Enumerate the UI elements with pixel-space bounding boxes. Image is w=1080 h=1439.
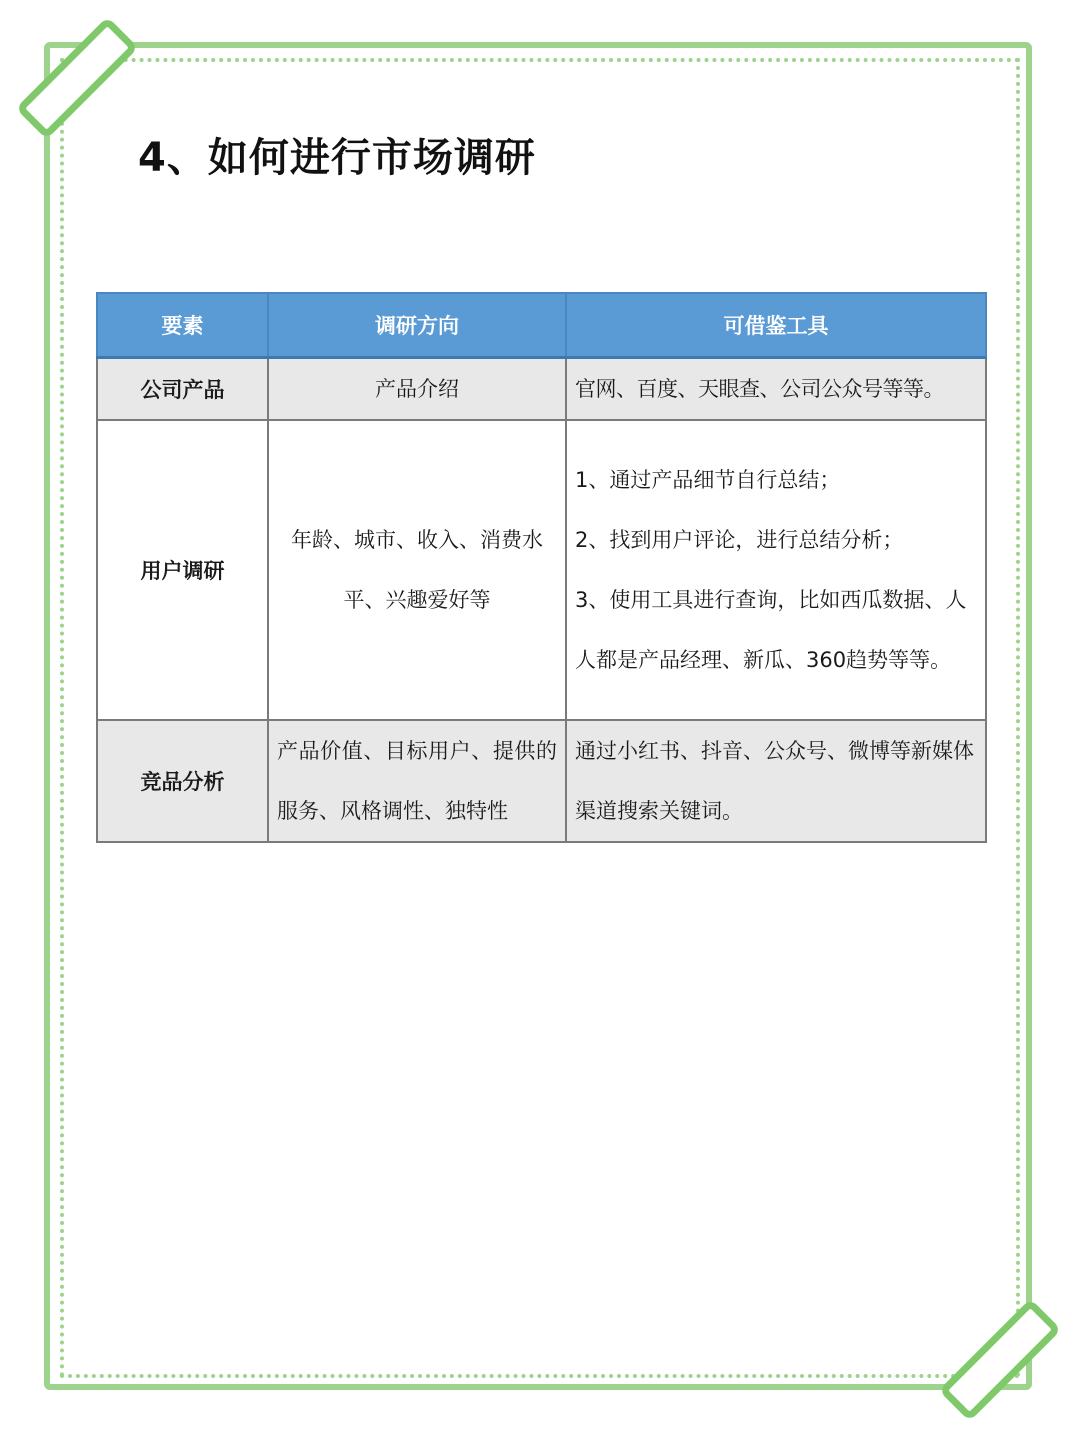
cell-direction: 产品价值、目标用户、提供的服务、风格调性、独特性 — [268, 720, 566, 842]
cell-element: 公司产品 — [97, 357, 268, 420]
cell-tools: 通过小红书、抖音、公众号、微博等新媒体渠道搜索关键词。 — [566, 720, 986, 842]
cell-tools — [566, 420, 986, 720]
page-title: 4、如何进行市场调研 — [138, 135, 536, 181]
tool-item: 3、使用工具进行查询，比如西瓜数据、人人都是产品经理、新瓜、360趋势等等。 — [575, 587, 967, 672]
cell-element: 用户调研 — [97, 420, 268, 720]
cell-direction: 年龄、城市、收入、消费水平、兴趣爱好等 — [268, 420, 566, 720]
table-row — [97, 357, 986, 420]
header-tools: 可借鉴工具 — [566, 293, 986, 357]
cell-direction: 产品介绍 — [268, 357, 566, 420]
header-direction: 调研方向 — [268, 293, 566, 357]
market-research-table — [96, 292, 987, 843]
tool-item: 1、通过产品细节自行总结； — [575, 467, 841, 492]
table-row — [97, 420, 986, 720]
header-element: 要素 — [97, 293, 268, 357]
cell-tools: 官网、百度、天眼查、公司公众号等等。 — [566, 357, 986, 420]
cell-element: 竞品分析 — [97, 720, 268, 842]
tool-item: 2、找到用户评论，进行总结分析； — [575, 527, 904, 552]
table-header-row — [97, 293, 986, 357]
table-row — [97, 720, 986, 842]
